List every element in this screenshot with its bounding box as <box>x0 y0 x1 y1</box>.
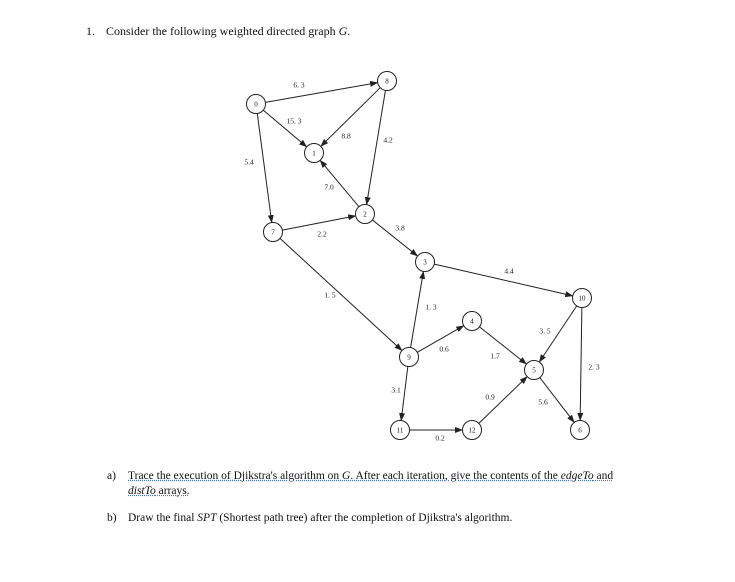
edge-weight-3-10: 4.4 <box>504 266 514 276</box>
edge-weight-8-2: 4.2 <box>383 135 393 145</box>
node-label-3: 3 <box>423 258 427 267</box>
node-label-7: 7 <box>271 228 275 237</box>
part-b-text-3: (Shortest path tree) after the completion of Djikstra's algorithm. <box>216 512 513 524</box>
edge-weight-9-3: 1. 3 <box>425 302 437 312</box>
part-a-edgeto: edgeTo <box>560 470 594 482</box>
edge-weight-0-1: 15. 3 <box>286 116 302 126</box>
edge-8-2 <box>367 90 386 204</box>
edge-weight-4-5: 1.7 <box>490 351 500 361</box>
node-5 <box>525 361 544 380</box>
node-label-4: 4 <box>470 317 474 326</box>
node-label-11: 11 <box>396 426 404 435</box>
edge-weight-0-7: 5.4 <box>244 157 254 167</box>
node-label-2: 2 <box>363 210 367 219</box>
node-0 <box>247 95 266 114</box>
edge-weight-0-8: 6. 3 <box>293 80 305 90</box>
part-a-text <box>128 469 668 499</box>
edge-weight-9-11: 3.1 <box>391 385 401 395</box>
node-label-12: 12 <box>468 426 476 435</box>
part-b-text-1: Draw the final <box>128 512 198 524</box>
node-label-5: 5 <box>532 366 536 375</box>
question-text-suffix: . <box>347 24 351 38</box>
node-6 <box>571 421 590 440</box>
edge-9-3 <box>411 271 424 347</box>
part-b <box>0 511 735 527</box>
part-a-letter: a) <box>107 470 116 482</box>
part-b-spt: SPT <box>197 512 217 524</box>
edge-0-7 <box>257 113 271 222</box>
part-a-distto: distTo <box>128 485 156 497</box>
part-a-text-1: Trace the execution of Djikstra's algorithm on <box>128 470 343 482</box>
node-1 <box>305 144 324 163</box>
edge-weight-9-4: 0.6 <box>439 344 449 354</box>
part-b-text <box>128 511 668 526</box>
node-label-9: 9 <box>407 353 411 362</box>
node-10 <box>573 289 592 308</box>
edge-9-11 <box>401 366 408 420</box>
node-4 <box>463 312 482 331</box>
edge-weight-12-5: 0.9 <box>485 392 495 402</box>
part-a <box>0 469 735 501</box>
edge-weight-7-9: 1. 5 <box>324 290 336 300</box>
graph-name: G <box>338 24 348 38</box>
edge-weight-5-6: 5.6 <box>538 397 548 407</box>
node-label-8: 8 <box>385 77 389 86</box>
question-text-prefix: Consider the following weighted directed graph <box>106 24 339 38</box>
edge-7-9 <box>280 238 402 350</box>
part-a-text-3: . After each iteration, give the contents of the <box>350 470 561 482</box>
node-3 <box>416 253 435 272</box>
node-11 <box>391 421 410 440</box>
node-12 <box>463 421 482 440</box>
node-7 <box>264 223 283 242</box>
edge-weight-7-2: 2.2 <box>317 229 327 239</box>
node-label-10: 10 <box>578 294 586 303</box>
node-2 <box>356 205 375 224</box>
node-label-1: 1 <box>312 149 316 158</box>
part-a-graph: G <box>342 470 351 482</box>
edge-0-8 <box>265 80 377 103</box>
edge-weight-2-1: 7.0 <box>324 182 334 192</box>
part-a-text-5: and <box>593 470 614 482</box>
part-b-letter: b) <box>107 512 117 524</box>
node-9 <box>400 348 419 367</box>
edge-7-2 <box>282 216 355 230</box>
node-label-0: 0 <box>254 100 258 109</box>
edge-10-6 <box>580 307 582 420</box>
edge-4-5 <box>479 327 526 364</box>
edge-weight-10-6: 2. 3 <box>588 362 600 372</box>
node-label-6: 6 <box>578 426 582 435</box>
edge-weight-10-5: 3. 5 <box>539 326 551 336</box>
edge-weight-2-3: 3.8 <box>395 223 405 233</box>
question-number: 1. <box>86 24 95 38</box>
edge-weight-11-12: 0.2 <box>435 433 445 443</box>
edge-weight-8-1: 8.8 <box>341 131 351 141</box>
part-a-text-7: arrays. <box>155 485 190 497</box>
node-8 <box>378 72 397 91</box>
